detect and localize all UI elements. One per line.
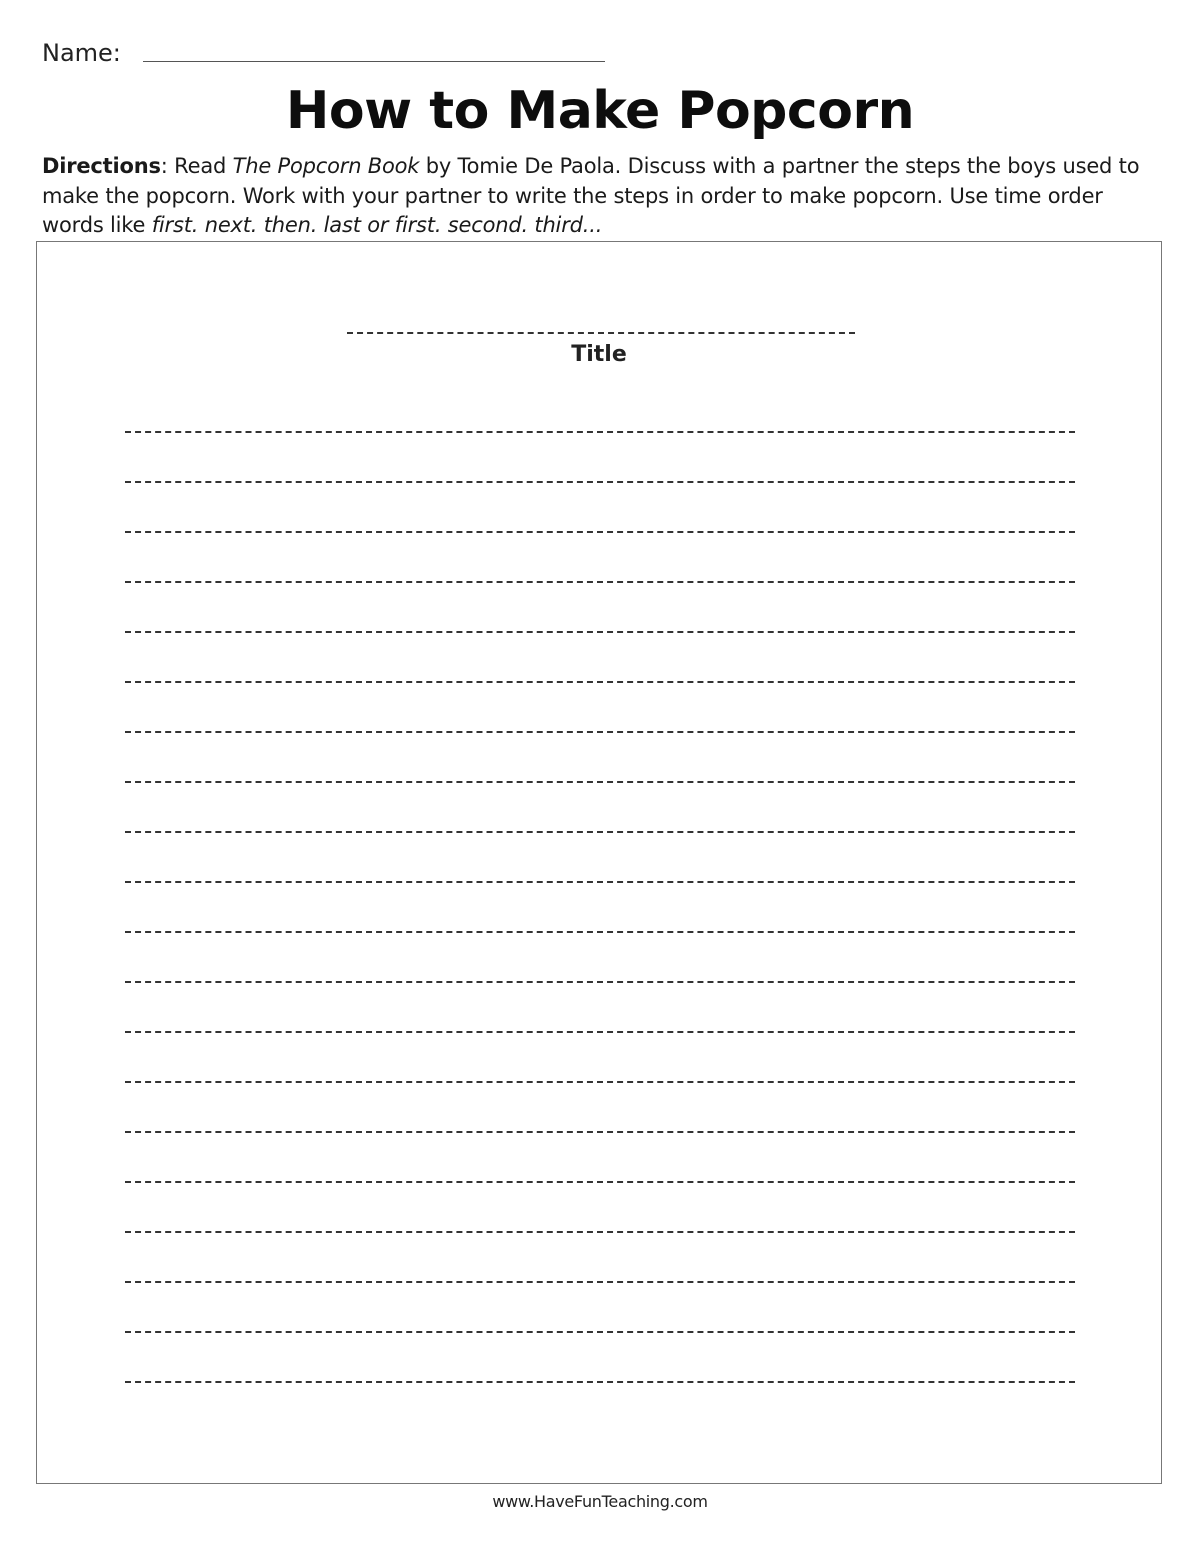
writing-line[interactable] (125, 1331, 1075, 1333)
directions-text (42, 152, 1162, 241)
writing-line[interactable] (125, 481, 1075, 483)
writing-line[interactable] (125, 431, 1075, 433)
title-blank-line[interactable] (347, 332, 855, 334)
writing-box (36, 241, 1162, 1484)
writing-line[interactable] (125, 681, 1075, 683)
writing-line[interactable] (125, 1281, 1075, 1283)
directions-label: Directions (42, 154, 161, 178)
book-title: The Popcorn Book (232, 154, 420, 178)
writing-line[interactable] (125, 981, 1075, 983)
directions-part-2: by Tomie De Paola. Discuss with a partner the steps the boys used to make the popcorn. Work with your partner to write the steps in order to make popcorn. Use time order words like (42, 154, 1140, 237)
writing-lines (125, 431, 1075, 1431)
name-blank-line[interactable] (143, 61, 605, 62)
writing-line[interactable] (125, 731, 1075, 733)
writing-line[interactable] (125, 831, 1075, 833)
writing-line[interactable] (125, 531, 1075, 533)
name-label: Name: (42, 39, 121, 67)
writing-line[interactable] (125, 1031, 1075, 1033)
writing-line[interactable] (125, 1081, 1075, 1083)
writing-line[interactable] (125, 1131, 1075, 1133)
writing-line[interactable] (125, 1381, 1075, 1383)
title-caption: Title (571, 342, 627, 367)
worksheet-title: How to Make Popcorn (285, 81, 915, 141)
writing-line[interactable] (125, 581, 1075, 583)
name-row (42, 34, 605, 68)
writing-line[interactable] (125, 931, 1075, 933)
footer-url: www.HaveFunTeaching.com (492, 1492, 708, 1511)
writing-line[interactable] (125, 881, 1075, 883)
writing-line[interactable] (125, 781, 1075, 783)
writing-line[interactable] (125, 631, 1075, 633)
time-order-examples: first. next. then. last or first. second. third... (151, 213, 603, 237)
directions-part-1: : Read (160, 154, 233, 178)
writing-line[interactable] (125, 1231, 1075, 1233)
writing-line[interactable] (125, 1181, 1075, 1183)
